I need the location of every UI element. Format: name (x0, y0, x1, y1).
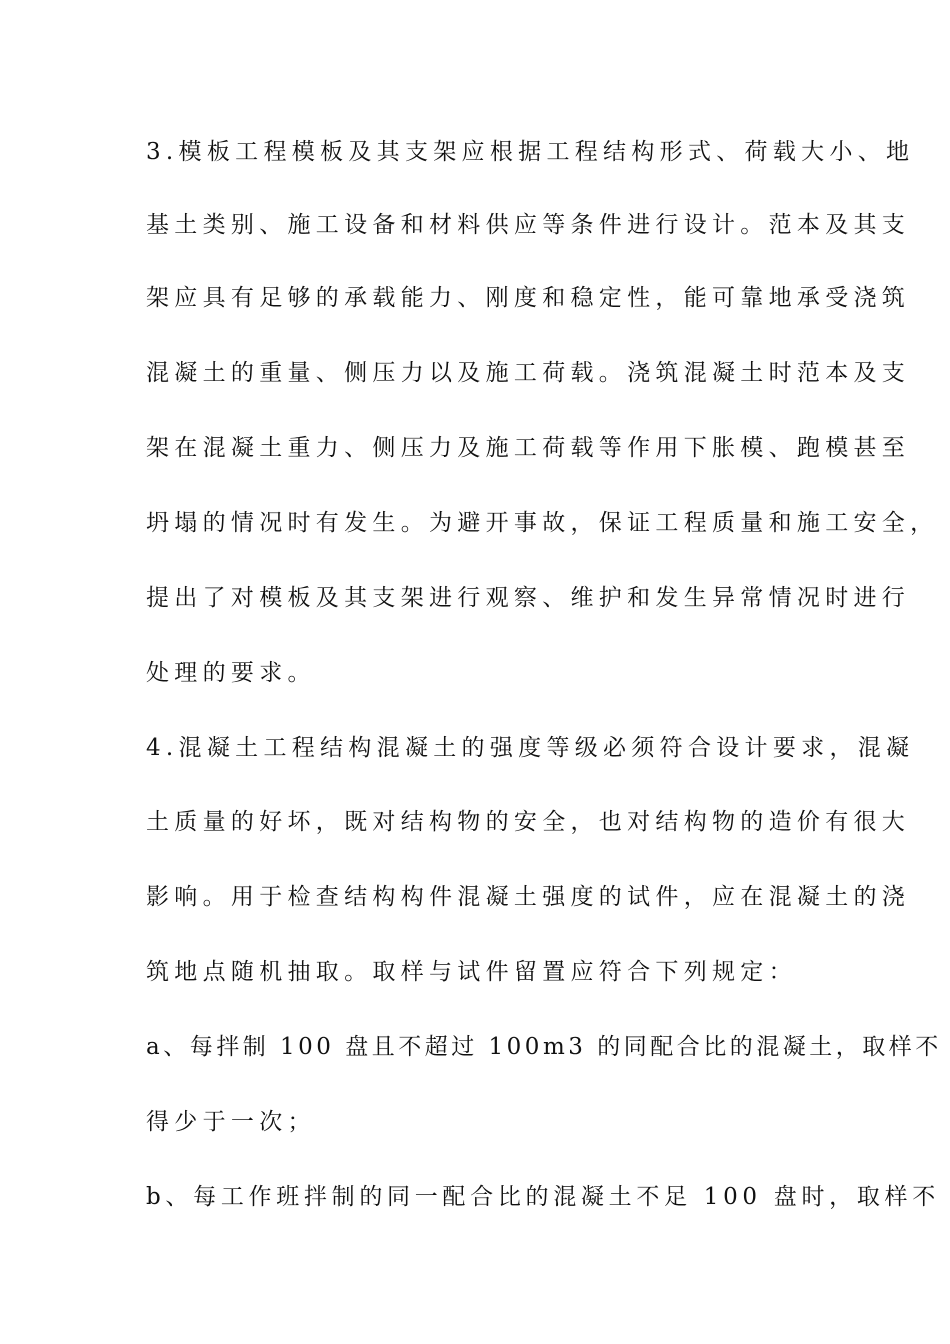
text-line-3: 架应具有足够的承载能力、刚度和稳定性，能可靠地承受浇筑 (146, 285, 911, 311)
text-line-2: 基土类别、施工设备和材料供应等条件进行设计。范本及其支 (146, 212, 911, 238)
text-line-13: a、每拌制 100 盘且不超过 100m3 的同配合比的混凝土，取样不 (146, 1034, 942, 1060)
text-line-10: 土质量的好坏，既对结构物的安全，也对结构物的造价有很大 (146, 809, 911, 835)
text-line-6: 坍塌的情况时有发生。为避开事故，保证工程质量和施工安全， (146, 510, 939, 536)
text-line-7: 提出了对模板及其支架进行观察、维护和发生异常情况时进行 (146, 585, 911, 611)
text-line-8: 处理的要求。 (146, 660, 316, 686)
text-line-1: 3.模板工程模板及其支架应根据工程结构形式、荷载大小、地 (146, 139, 915, 165)
text-line-14: 得少于一次； (146, 1109, 316, 1135)
text-line-4: 混凝土的重量、侧压力以及施工荷载。浇筑混凝土时范本及支 (146, 360, 911, 386)
text-line-5: 架在混凝土重力、侧压力及施工荷载等作用下胀模、跑模甚至 (146, 435, 911, 461)
text-line-9: 4.混凝土工程结构混凝土的强度等级必须符合设计要求，混凝 (146, 735, 915, 761)
text-line-12: 筑地点随机抽取。取样与试件留置应符合下列规定： (146, 959, 797, 985)
text-line-11: 影响。用于检查结构构件混凝土强度的试件，应在混凝土的浇 (146, 884, 911, 910)
text-line-15: b、每工作班拌制的同一配合比的混凝土不足 100 盘时，取样不 (146, 1184, 940, 1210)
